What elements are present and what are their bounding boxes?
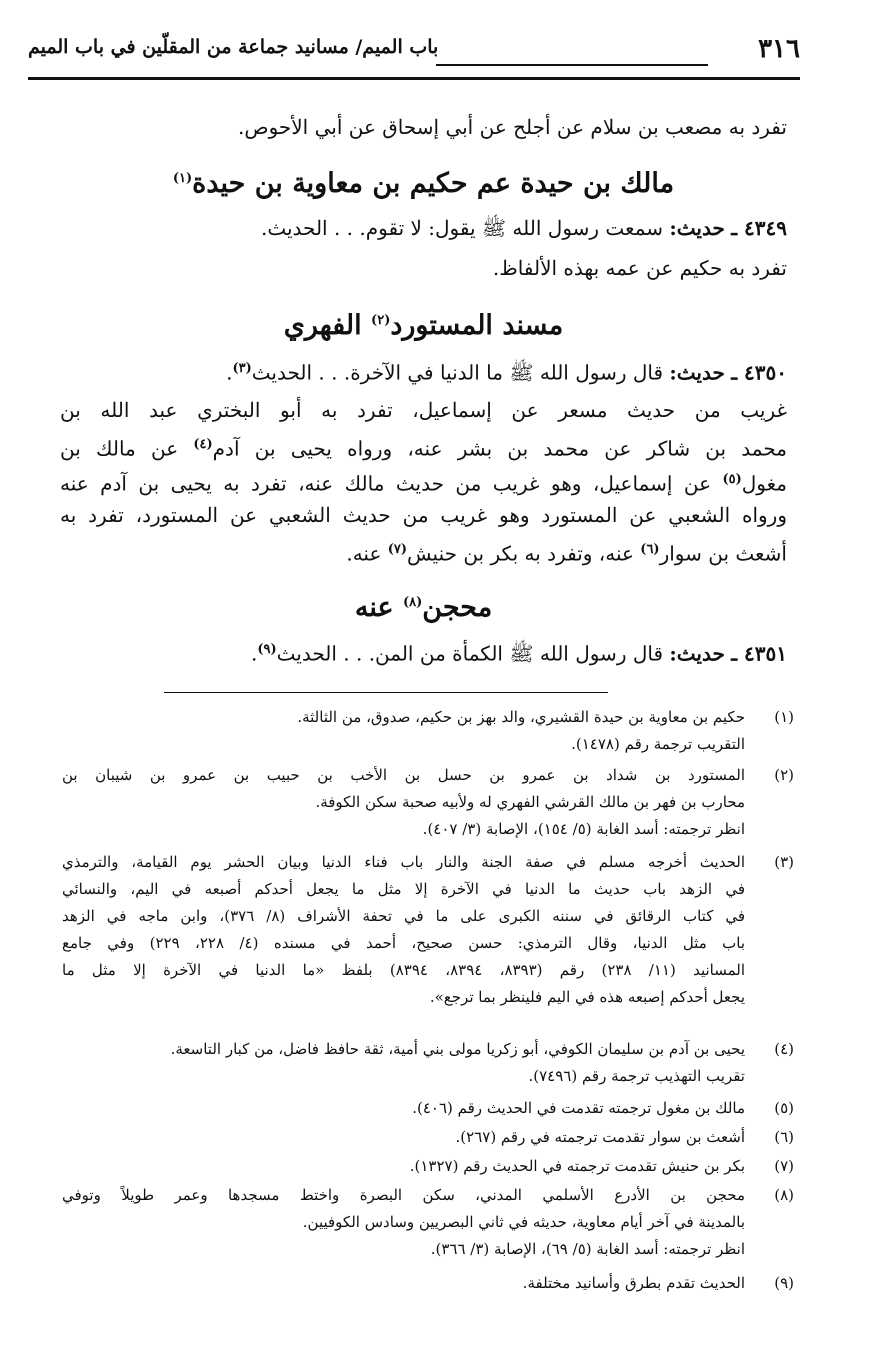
footnote-line: يجعل أحدكم إصبعه هذه في اليم فلينظر بما ترجع». bbox=[429, 988, 745, 1006]
paragraph-line: غريب من حديث مسعر عن إسماعيل، تفرد به أبو البختري عبد الله بن bbox=[60, 398, 787, 422]
footnote-line: باب مثل الدنيا، وقال الترمذي: حسن صحيح، أحمد في مسنده (٤/ ٢٢٨، ٢٢٩) وفي جامع bbox=[62, 934, 746, 952]
footnote-marker: (٣) bbox=[232, 361, 252, 376]
text-run: مغول bbox=[741, 471, 787, 496]
footnote-marker: (١) bbox=[172, 171, 193, 186]
footnote-line: المستورد بن شداد بن عمرو بن حسل بن الأخب بن حبيب بن عمرو بن شيبان بن bbox=[62, 766, 745, 784]
hadith-number: ٤٣٥٠ ـ bbox=[731, 360, 787, 385]
footnote-number: (٩) bbox=[774, 1274, 794, 1292]
footnote-marker: (٢) bbox=[371, 313, 391, 328]
footnote-marker: (٨) bbox=[402, 595, 423, 610]
running-title: باب الميم/ مسانيد جماعة من المقلّين في باب الميم bbox=[28, 36, 439, 58]
heading-text: محجن bbox=[422, 592, 493, 623]
hadith-number: ٤٣٥١ ـ bbox=[731, 641, 787, 666]
hadith-4350 bbox=[226, 352, 787, 390]
hadith-label: حديث: bbox=[669, 216, 725, 240]
punctuation: . bbox=[250, 641, 258, 666]
footnote-number: (٦) bbox=[774, 1128, 794, 1146]
hadith-label: حديث: bbox=[669, 360, 725, 385]
footnote-line: الحديث أخرجه مسلم في صفة الجنة والنار باب فناء الدنيا وبيان الحشر يوم القيامة، والترمذي bbox=[62, 853, 745, 871]
footnote-marker: (٦) bbox=[640, 542, 660, 557]
footnote-marker: (٧) bbox=[387, 542, 408, 557]
body-line: تفرد به حكيم عن عمه بهذه الألفاظ. bbox=[492, 256, 787, 280]
footnote-line: انظر ترجمته: أسد الغابة (٥/ ٦٩)، الإصابة (٣/ ٣٦٦). bbox=[430, 1240, 745, 1258]
hadith-text: قال رسول الله ﷺ الكمأة من المن. . . الحديث bbox=[276, 641, 664, 666]
footnote-number: (٣) bbox=[774, 853, 794, 871]
section-heading bbox=[60, 158, 787, 205]
page-number: ٣١٦ bbox=[758, 34, 800, 64]
hadith-text: قال رسول الله ﷺ ما الدنيا في الآخرة. . . الحديث bbox=[251, 360, 664, 385]
footnote-line: المسانيد (١١/ ٢٣٨) رقم (٨٣٩٣، ٨٣٩٤، ٨٣٩٤) بلفظ «ما الدنيا في الآخرة إلا مثل ما bbox=[62, 961, 746, 979]
text-run: عن مالك بن bbox=[60, 436, 194, 461]
footnote-line: مالك بن مغول ترجمته تقدمت في الحديث رقم (٤٠٦). bbox=[412, 1099, 745, 1117]
section-heading bbox=[60, 300, 787, 347]
heading-text: الفهري bbox=[283, 310, 372, 341]
body-line: تفرد به مصعب بن سلام عن أجلح عن أبي إسحاق عن أبي الأحوص. bbox=[238, 115, 787, 139]
footnote-number: (٧) bbox=[774, 1157, 794, 1175]
footnote-line: محارب بن فهر بن مالك القرشي الفهري له ولأبيه صحبة سكن الكوفة. bbox=[315, 793, 745, 811]
hadith-text: سمعت رسول الله ﷺ يقول: لا تقوم. . . الحديث. bbox=[260, 216, 664, 240]
text-run: عنه. bbox=[346, 541, 388, 566]
footnote-line: بكر بن حنيش تقدمت ترجمته في الحديث رقم (١٣٢٧). bbox=[409, 1157, 745, 1175]
text-run: عنه، وتفرد به بكر بن حنيش bbox=[407, 541, 641, 566]
heading-text: مسند المستورد bbox=[390, 310, 564, 341]
footnote-line: انظر ترجمته: أسد الغابة (٥/ ١٥٤)، الإصابة (٣/ ٤٠٧). bbox=[422, 820, 745, 838]
paragraph-line bbox=[60, 428, 787, 466]
hadith-label: حديث: bbox=[669, 641, 725, 666]
footnote-line: الحديث تقدم بطرق وأسانيد مختلفة. bbox=[522, 1274, 745, 1292]
footnote-line: محجن بن الأدرع الأسلمي المدني، سكن البصرة واختط مسجدها وعمر طويلاً وتوفي bbox=[62, 1186, 745, 1204]
punctuation: . bbox=[226, 360, 233, 385]
footnote-line: بالمدينة في آخر أيام معاوية، حديثه في ثاني البصريين وسادس الكوفيين. bbox=[302, 1213, 745, 1231]
hadith-number: ٤٣٤٩ ـ bbox=[731, 216, 787, 240]
paragraph-line bbox=[60, 463, 787, 501]
header-rule bbox=[28, 77, 800, 80]
footnote-marker: (٩) bbox=[257, 642, 277, 657]
footnote-line: حكيم بن معاوية بن حيدة القشيري، والد بهز بن حكيم، صدوق، من الثالثة. bbox=[297, 708, 745, 726]
hadith-4349 bbox=[261, 211, 787, 245]
hadith-4351 bbox=[251, 633, 787, 671]
footnote-number: (٤) bbox=[774, 1040, 794, 1058]
footnote-line: التقريب ترجمة رقم (١٤٧٨). bbox=[571, 735, 745, 753]
footnote-line: في كتاب الرقائق في سننه الكبرى على ما في تحفة الأشراف (٨/ ٣٧٦)، وابن ماجه في الزهد bbox=[62, 907, 746, 925]
footnote-number: (٢) bbox=[774, 766, 794, 784]
paragraph-line: ورواه الشعبي عن المستورد وهو غريب من حديث الشعبي عن المستورد، تفرد به bbox=[60, 503, 787, 527]
text-run: عن إسماعيل، وهو غريب من حديث مالك عنه، تفرد به يحيى بن آدم عنه bbox=[60, 471, 723, 496]
footnote-line: أشعث بن سوار تقدمت ترجمته في رقم (٢٦٧). bbox=[455, 1128, 745, 1146]
text-run: أشعث بن سوار bbox=[659, 541, 787, 566]
heading-text: عنه bbox=[354, 592, 403, 623]
header-line bbox=[436, 64, 708, 66]
footnote-line: تقريب التهذيب ترجمة رقم (٧٤٩٦). bbox=[528, 1067, 745, 1085]
footnote-marker: (٥) bbox=[722, 472, 742, 487]
footnote-number: (٨) bbox=[774, 1186, 794, 1204]
heading-text: مالك بن حيدة عم حكيم بن معاوية بن حيدة bbox=[192, 168, 675, 199]
text-run: محمد بن شاكر عن محمد بن بشر عنه، ورواه يحيى بن آدم bbox=[212, 436, 787, 461]
footnote-number: (١) bbox=[774, 708, 794, 726]
footnote-separator bbox=[164, 692, 608, 693]
footnote-line: يحيى بن آدم بن سليمان الكوفي، أبو زكريا مولى بني أمية، ثقة حافظ فاضل، من كبار التاسعة. bbox=[170, 1040, 745, 1058]
section-heading bbox=[60, 582, 787, 629]
footnote-number: (٥) bbox=[774, 1099, 794, 1117]
page-header bbox=[28, 30, 800, 78]
footnote-marker: (٤) bbox=[193, 437, 213, 452]
paragraph-line bbox=[346, 533, 787, 571]
footnote-line: في الزهد باب حديث ما الدنيا في الآخرة إلا مثل ما يجعل أحدكم أصبعه في اليم، والنسائي bbox=[62, 880, 745, 898]
